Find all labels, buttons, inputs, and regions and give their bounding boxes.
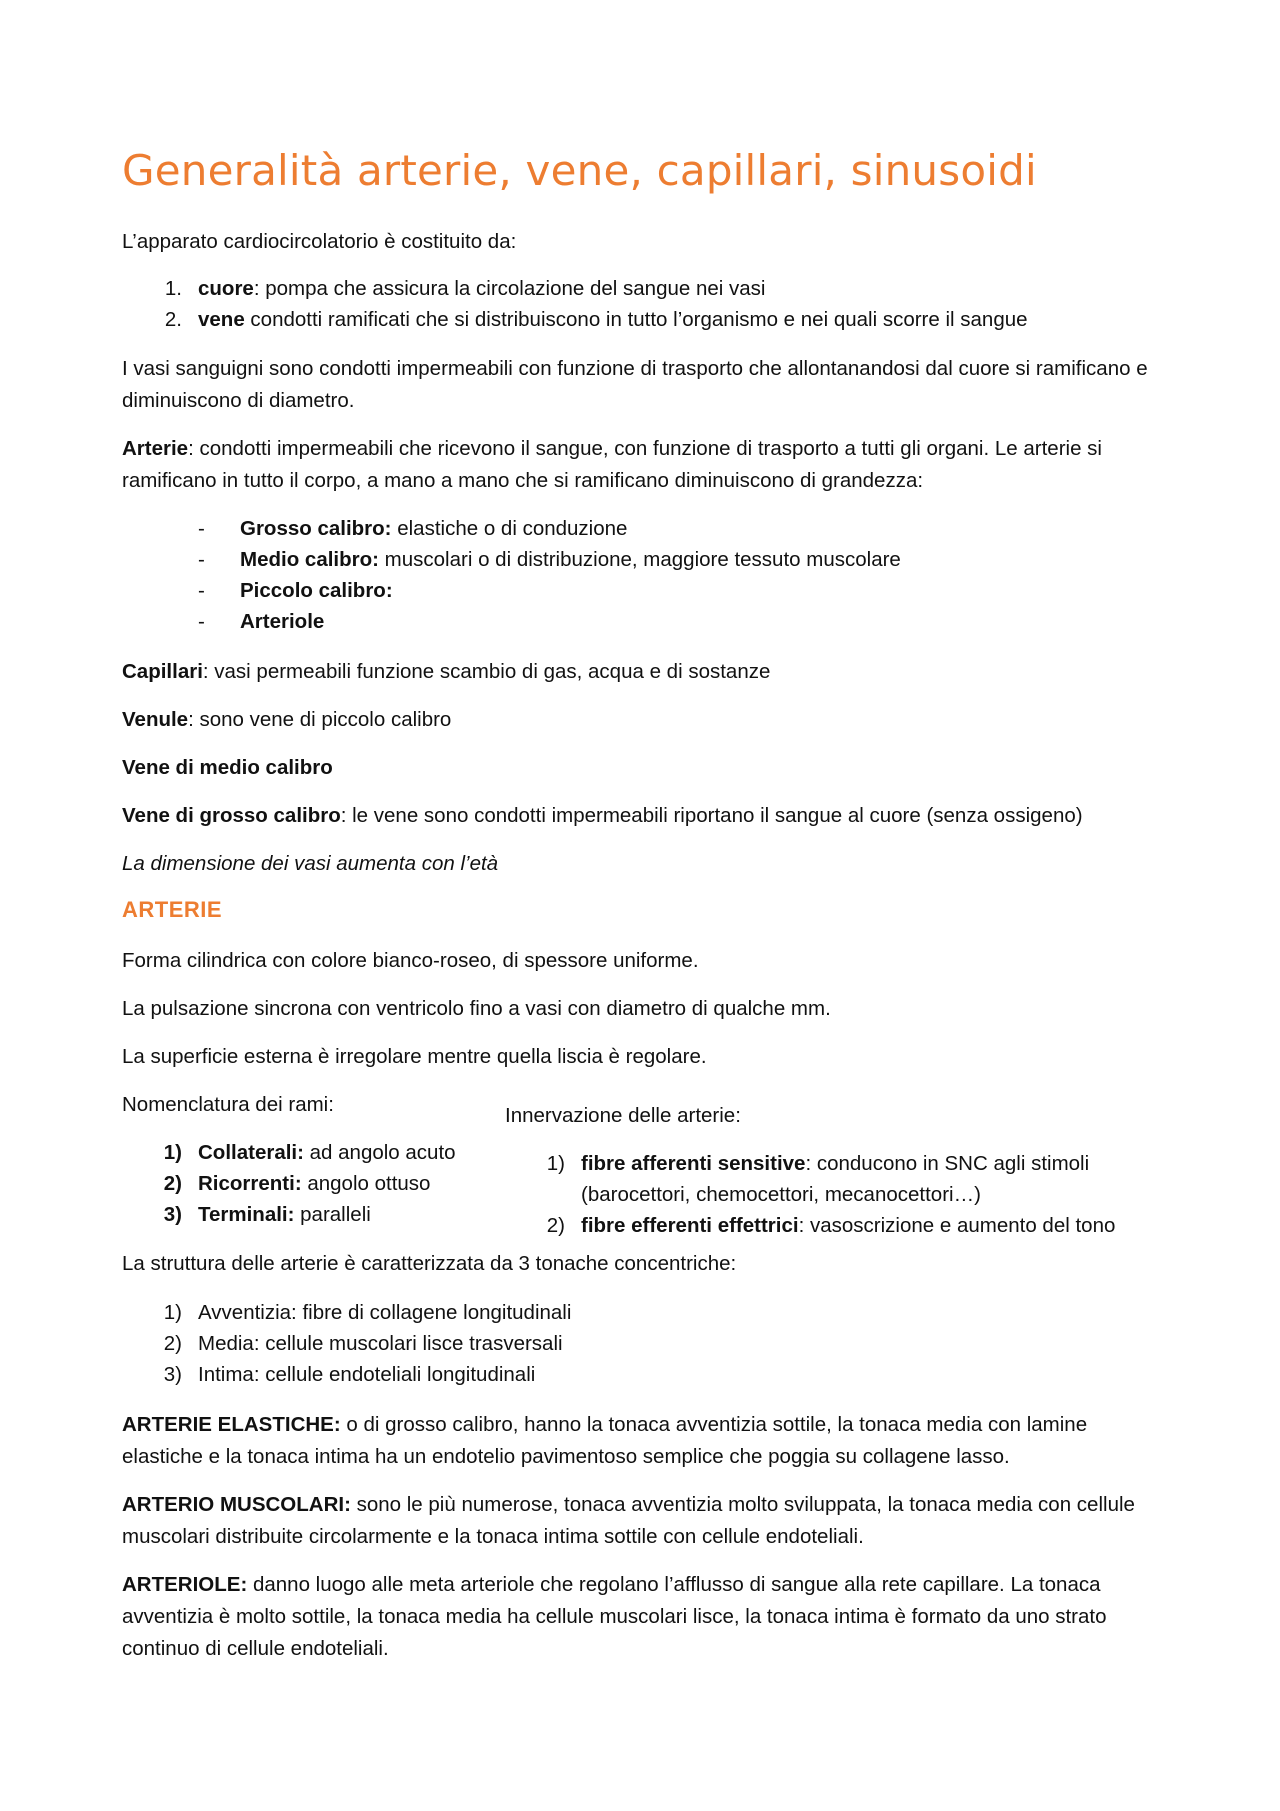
arterie-elastiche-paragraph: ARTERIE ELASTICHE: o di grosso calibro, hanno la tonaca avventizia sottile, la tonaca media con lamine elastiche e la tonaca intima ha un endotelio pavimentoso semplice che poggia su collagene lasso. (122, 1413, 1088, 1468)
section-heading-arterie: ARTERIE (122, 897, 223, 922)
note-eta: La dimensione dei vasi aumenta con l’età (122, 852, 499, 875)
arteriole-paragraph: ARTERIOLE: danno luogo alle meta arteriole che regolano l’afflusso di sangue alla rete capillare. La tonaca avventizia è molto sottile, la tonaca media ha cellule muscolari lisce, la tonaca intima è formato da uno strato continuo di cellule endoteliali. (122, 1573, 1107, 1660)
arterie-paragraph: La pulsazione sincrona con ventricolo fino a vasi con diametro di qualche mm. (122, 997, 831, 1020)
document-page: Generalità arterie, vene, capillari, sinusoidi L’apparato cardiocircolatorio è costituito da: 1. cuore: pompa che assicura la circolazione del sangue nei vasi 2. vene condotti ramificati che si distribuiscono in tutto l’organismo e nei quali scorre il sangue I vasi sanguigni sono condotti impermeabili con funzione di trasporto che allontanandosi dal cuore si ramificano e diminuiscono di diametro. Arterie: condotti impermeabili che ricevono il sangue, con funzione di trasporto a tutti gli organi. Le arterie si ramificano in tutto il corpo, a mano a mano che si ramificano diminuiscono di grandezza: - Grosso calibro: elastiche o di conduzione - Medio calibro: muscolari o di distribuzione, maggiore tessuto muscolare - Piccolo calibro: - Arteriole Capillari: vasi permeabili funzione scambio di gas, acqua e di sostanze Venule: sono vene di piccolo calibro Vene di medio calibro Vene di grosso calibro: le vene sono condotti impermeabili riportano il sangue al cuore (senza ossigeno) La dimensione dei vasi aumenta con l’età ARTERIE Forma cilindrica con colore bianco-roseo, di spessore uniforme. La pulsazione sincrona con ventricolo fino a vasi con diametro di qualche mm. La superficie esterna è irregolare mentre quella liscia è regolare. Nomenclatura dei rami: 1) Collaterali: ad angolo acuto 2) Ricorrenti: angolo ottuso 3) Terminali: paralleli Innervazione delle arterie: 1) fibre afferenti sensitive: conducono in SNC agli stimoli (barocettori, chemocettori, mecanocettori…) 2) fibre efferenti effettrici: vasoscrizione e aumento del tono La struttura delle arterie è caratterizzata da 3 tonache concentriche: 1) Avventizia: fibre di collagene longitudinali 2) Media: cellule muscolari lisce trasversali 3) Intima: cellule endoteliali longitudinali ARTERIE ELASTICHE: o di grosso calibro, hanno la tonaca avventizia sottile, la tonaca media con lamine elastiche e la tonaca intima ha un endotelio pavimentoso semplice che poggia su collagene lasso. ARTERIO MUSCOLARI: sono le più numerose, tonaca avventizia molto sviluppata, la tonaca media con cellule muscolari distribuite circolarmente e la tonaca intima sottile con cellule endoteliali. ARTERIOLE: danno luogo alle meta arteriole che regolano l’afflusso di sangue alla rete capillare. La tonaca avventizia è molto sottile, la tonaca media ha cellule muscolari lisce, la tonaca intima è formato da uno strato continuo di cellule endoteliali. (0, 0, 1280, 1811)
arterie-paragraph: La superficie esterna è irregolare mentre quella liscia è regolare. (122, 1045, 707, 1068)
venule-text: Venule: sono vene di piccolo calibro (122, 708, 452, 731)
page-title: Generalità arterie, vene, capillari, sinusoidi (122, 146, 1037, 195)
capillari-text: Capillari: vasi permeabili funzione scambio di gas, acqua e di sostanze (122, 660, 771, 683)
nomenclatura-heading: Nomenclatura dei rami: (122, 1093, 334, 1116)
list-item-continuation: (barocettori, chemocettori, mecanocettori…) (581, 1183, 981, 1206)
vene-grosso-text: Vene di grosso calibro: le vene sono condotti impermeabili riportano il sangue al cuore (senza ossigeno) (122, 804, 1083, 827)
vene-medio-text: Vene di medio calibro (122, 756, 333, 779)
arterie-paragraph: Forma cilindrica con colore bianco-roseo, di spessore uniforme. (122, 949, 699, 972)
vessels-paragraph: I vasi sanguigni sono condotti impermeabili con funzione di trasporto che allontanandosi dal cuore si ramificano e diminuiscono di diametro. (122, 357, 1148, 412)
intro-text: L’apparato cardiocircolatorio è costituito da: (122, 230, 517, 253)
innervazione-heading: Innervazione delle arterie: (505, 1104, 741, 1127)
struttura-intro: La struttura delle arterie è caratterizzata da 3 tonache concentriche: (122, 1252, 737, 1275)
arterie-definition: Arterie: condotti impermeabili che ricevono il sangue, con funzione di trasporto a tutti gli organi. Le arterie si ramificano in tutto il corpo, a mano a mano che si ramificano diminuiscono di grandezza: (122, 437, 1102, 492)
arterie-muscolari-paragraph: ARTERIO MUSCOLARI: sono le più numerose, tonaca avventizia molto sviluppata, la tonaca media con cellule muscolari distribuite circolarmente e la tonaca intima sottile con cellule endoteliali. (122, 1493, 1135, 1548)
